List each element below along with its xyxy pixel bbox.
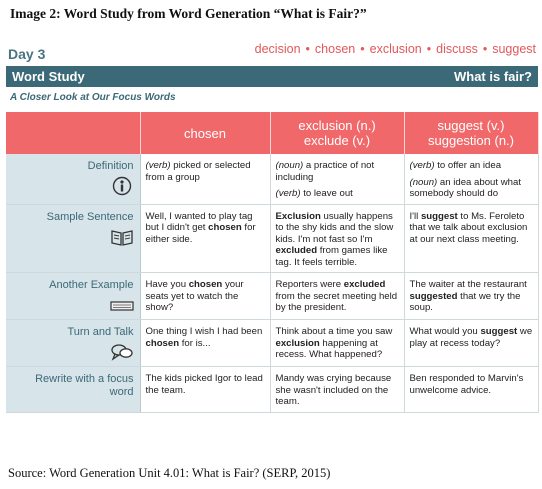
text-run: Mandy was crying because she wasn't included on the team. (275, 373, 392, 407)
cell-text (276, 373, 399, 408)
text-run: Think about a time you saw (275, 326, 393, 337)
text-run: a practice of not including (275, 160, 375, 183)
column-header: suggest (v.) suggestion (n.) (404, 112, 538, 154)
text-run: Well, I wanted to play tag but I didn't get (145, 210, 253, 233)
text-run: that we try the soup. (409, 290, 521, 313)
table-cell (404, 367, 538, 413)
cell-text (276, 211, 399, 269)
text-run: One thing I wish I had been (145, 326, 263, 337)
table-cell (404, 204, 538, 273)
text-run: your seats yet to watch the show? (145, 279, 244, 313)
cell-text (146, 279, 265, 314)
table-cell (404, 273, 538, 320)
cell-text (410, 160, 533, 172)
cell-text (276, 160, 399, 183)
word-study-table (6, 112, 539, 413)
row-label-text: Another Example (49, 279, 134, 291)
cell-text (146, 160, 265, 183)
table-row (6, 204, 538, 273)
cell-text (276, 326, 399, 361)
text-run: I'll (409, 210, 421, 222)
row-label-text: Sample Sentence (46, 210, 134, 223)
header-row (6, 112, 538, 154)
row-label (6, 273, 140, 320)
focus-word: chosen (314, 42, 356, 56)
cell-text (410, 177, 533, 200)
table-row (6, 367, 538, 413)
keyboard-icon (110, 295, 134, 315)
part-of-speech: (noun) (275, 160, 304, 171)
focus-word-highlight: suggested (409, 290, 458, 302)
focus-word: suggest (492, 42, 536, 56)
text-run: for is... (179, 337, 211, 349)
focus-word: exclusion (369, 42, 422, 56)
subtitle: A Closer Look at Our Focus Words (10, 92, 176, 103)
banner-title: Word Study (12, 69, 85, 84)
column-header: chosen (140, 112, 270, 154)
cell-text (146, 326, 265, 349)
table-cell (270, 273, 404, 320)
row-label-text: Rewrite with a focus word (35, 373, 134, 398)
table-cell (140, 320, 270, 367)
part-of-speech: (noun) (409, 176, 438, 188)
focus-word-highlight: excluded (343, 279, 386, 290)
part-of-speech: (verb) (145, 160, 171, 171)
text-run: usually happens to the shy kids and the slow kids. I'm not fast so I'm (275, 210, 394, 245)
cell-text (410, 326, 533, 349)
focus-word-highlight: exclusion (275, 337, 320, 349)
part-of-speech: (verb) (409, 160, 435, 171)
cell-text (410, 279, 533, 314)
table-cell (404, 320, 538, 367)
row-label (6, 204, 140, 273)
table-cell (270, 154, 404, 204)
text-run: to offer an idea (434, 160, 502, 171)
row-label (6, 320, 140, 367)
part-of-speech: (verb) (275, 188, 301, 199)
row-label (6, 154, 140, 204)
day-label: Day 3 (8, 46, 46, 62)
cell-text (276, 279, 399, 314)
speech-bubbles-icon (110, 342, 134, 362)
row-label-text: Turn and Talk (67, 326, 134, 338)
focus-word-highlight: chosen (145, 337, 180, 349)
focus-word-highlight: excluded (275, 245, 318, 256)
focus-word-highlight: chosen (188, 279, 223, 290)
text-run: picked or selected from a group (145, 160, 251, 183)
figure-caption: Image 2: Word Study from Word Generation “What is Fair?” (10, 6, 367, 21)
text-run: Have you (145, 279, 189, 290)
banner-question: What is fair? (453, 69, 532, 84)
focus-word-highlight: suggest (480, 326, 518, 337)
header-corner (6, 112, 140, 154)
text-run: to leave out (300, 188, 353, 199)
table-cell (270, 204, 404, 273)
text-run: from the secret meeting held by the president. (275, 290, 398, 313)
text-run: What would you (409, 326, 481, 337)
table-cell (270, 367, 404, 413)
text-run: Ben responded to Marvin's unwelcome advice. (409, 373, 524, 396)
cell-text (146, 373, 265, 396)
cell-text (410, 211, 533, 246)
text-run: for either side. (145, 222, 256, 245)
table-cell (140, 367, 270, 413)
focus-word-highlight: chosen (208, 222, 242, 233)
text-run: to Ms. Feroleto that we talk about exclusion at our next class meeting. (409, 210, 528, 245)
table-cell (140, 273, 270, 320)
info-person-icon (110, 176, 134, 196)
table-cell (404, 154, 538, 204)
text-run: happening at recess. What happened? (275, 337, 383, 360)
focus-word-highlight: Exclusion (275, 210, 321, 222)
table-row (6, 154, 538, 204)
table-cell (140, 154, 270, 204)
book-icon (110, 227, 134, 247)
cell-text (276, 188, 399, 200)
cell-text (410, 373, 533, 396)
text-run: we play at recess today? (409, 326, 533, 349)
focus-word-highlight: suggest (420, 210, 458, 222)
table-cell (140, 204, 270, 273)
word-study-banner (6, 66, 538, 87)
text-run: The waiter at the restaurant (409, 279, 527, 290)
text-run: from games like tag. It feels terrible. (275, 245, 388, 268)
cell-text (146, 211, 265, 246)
text-run: Reporters were (275, 279, 344, 290)
focus-word: discuss (436, 42, 478, 56)
source-note: Source: Word Generation Unit 4.01: What is Fair? (SERP, 2015) (8, 466, 331, 480)
text-run: an idea about what somebody should do (409, 176, 521, 199)
row-label-text: Definition (87, 160, 134, 172)
table-row (6, 273, 538, 320)
column-header: exclusion (n.) exclude (v.) (270, 112, 404, 154)
focus-word-list: decision • chosen • exclusion • discuss • suggest (254, 42, 536, 56)
table-row (6, 320, 538, 367)
focus-word: decision (254, 42, 301, 56)
text-run: The kids picked Igor to lead the team. (145, 373, 263, 396)
row-label (6, 367, 140, 413)
table-cell (270, 320, 404, 367)
